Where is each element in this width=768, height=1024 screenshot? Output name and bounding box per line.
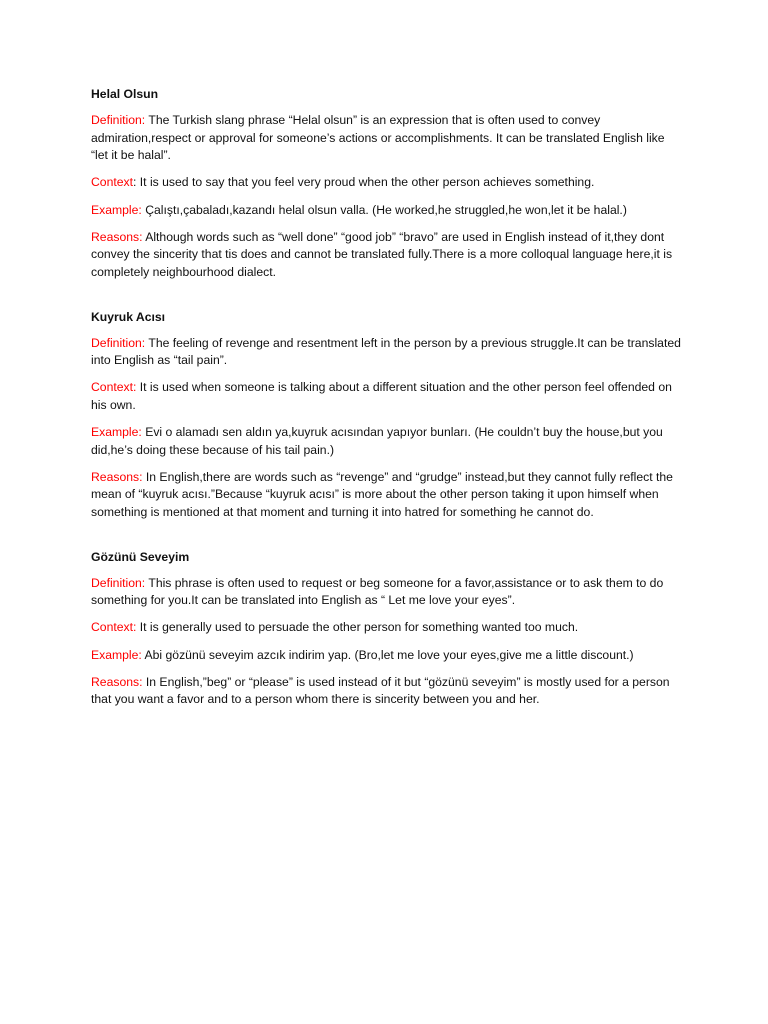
example-text: Abi gözünü seveyim azcık indirim yap. (Bro,let me love your eyes,give me a little discount.)	[141, 647, 634, 662]
context-paragraph	[91, 174, 681, 192]
section-gozunu-seveyim	[91, 549, 681, 709]
context-paragraph	[91, 379, 681, 414]
context-label: Context:	[91, 380, 137, 395]
reasons-paragraph	[91, 229, 681, 282]
definition-label: Definition:	[91, 575, 146, 590]
section-title: Helal Olsun	[91, 87, 159, 101]
definition-paragraph	[91, 575, 681, 610]
example-paragraph	[91, 202, 681, 220]
section-title: Gözünü Seveyim	[91, 549, 190, 564]
reasons-paragraph	[91, 469, 681, 522]
definition-text: The Turkish slang phrase “Helal olsun” is an expression that is often used to convey admiration,respect or approval for someone’s actions or accomplishments. It can be translated English like “let it be halal”.	[91, 113, 665, 163]
example-text: Çalıştı,çabaladı,kazandı helal olsun valla. (He worked,he struggled,he won,let it be halal.)	[141, 202, 627, 217]
reasons-label: Reasons:	[91, 229, 143, 244]
example-paragraph	[91, 647, 681, 665]
context-text: It is generally used to persuade the other person for something wanted too much.	[136, 620, 579, 635]
example-label: Example:	[91, 425, 142, 440]
context-label: Context:	[91, 620, 137, 635]
example-label: Example:	[91, 647, 142, 662]
example-text: Evi o alamadı sen aldın ya,kuyruk acısından yapıyor bunları. (He couldn’t buy the house,but you did,he’s doing these because of his tail pain.)	[91, 425, 663, 457]
definition-label: Definition:	[91, 113, 146, 127]
context-text: It is used when someone is talking about a different situation and the other person feel offended on his own.	[91, 380, 672, 412]
definition-text: The feeling of revenge and resentment left in the person by a previous struggle.It can be translated into English as “tail pain”.	[91, 335, 681, 368]
definition-label: Definition:	[91, 335, 146, 350]
document-page	[91, 86, 681, 719]
reasons-text: In English,”beg” or “please” is used instead of it but “gözünü seveyim” is mostly used for a person that you want a favor and to a person whom there is sincerity between you and her.	[91, 674, 670, 707]
section-helal-olsun	[91, 86, 681, 282]
definition-paragraph	[91, 112, 681, 165]
definition-text: This phrase is often used to request or beg someone for a favor,assistance or to ask them to do something for you.It can be translated into English as “ Let me love your eyes”.	[91, 575, 664, 608]
definition-paragraph	[91, 335, 681, 370]
reasons-text: In English,there are words such as “revenge” and “grudge” instead,but they cannot fully reflect the mean of “kuyruk acısı.”Because “kuyruk acısı” is more about the other person taking it upon himself when something is mentioned at that moment and turning it into hatred for something he cannot do.	[91, 469, 673, 520]
reasons-paragraph	[91, 674, 681, 709]
reasons-label: Reasons:	[91, 674, 143, 689]
reasons-text: Although words such as “well done” “good job” “bravo” are used in English instead of it,they dont convey the sincerity that tis does and cannot be translated fully.There is a more colloqual language here,it is completely neighbourhood dialect.	[91, 229, 673, 279]
context-label: Context	[91, 175, 134, 190]
reasons-label: Reasons:	[91, 469, 143, 484]
context-text: : It is used to say that you feel very proud when the other person achieves something.	[133, 175, 595, 190]
section-title: Kuyruk Acısı	[91, 309, 166, 324]
example-paragraph	[91, 424, 681, 459]
context-paragraph	[91, 619, 681, 637]
section-kuyruk-acisi	[91, 309, 681, 522]
example-label: Example:	[91, 202, 142, 217]
